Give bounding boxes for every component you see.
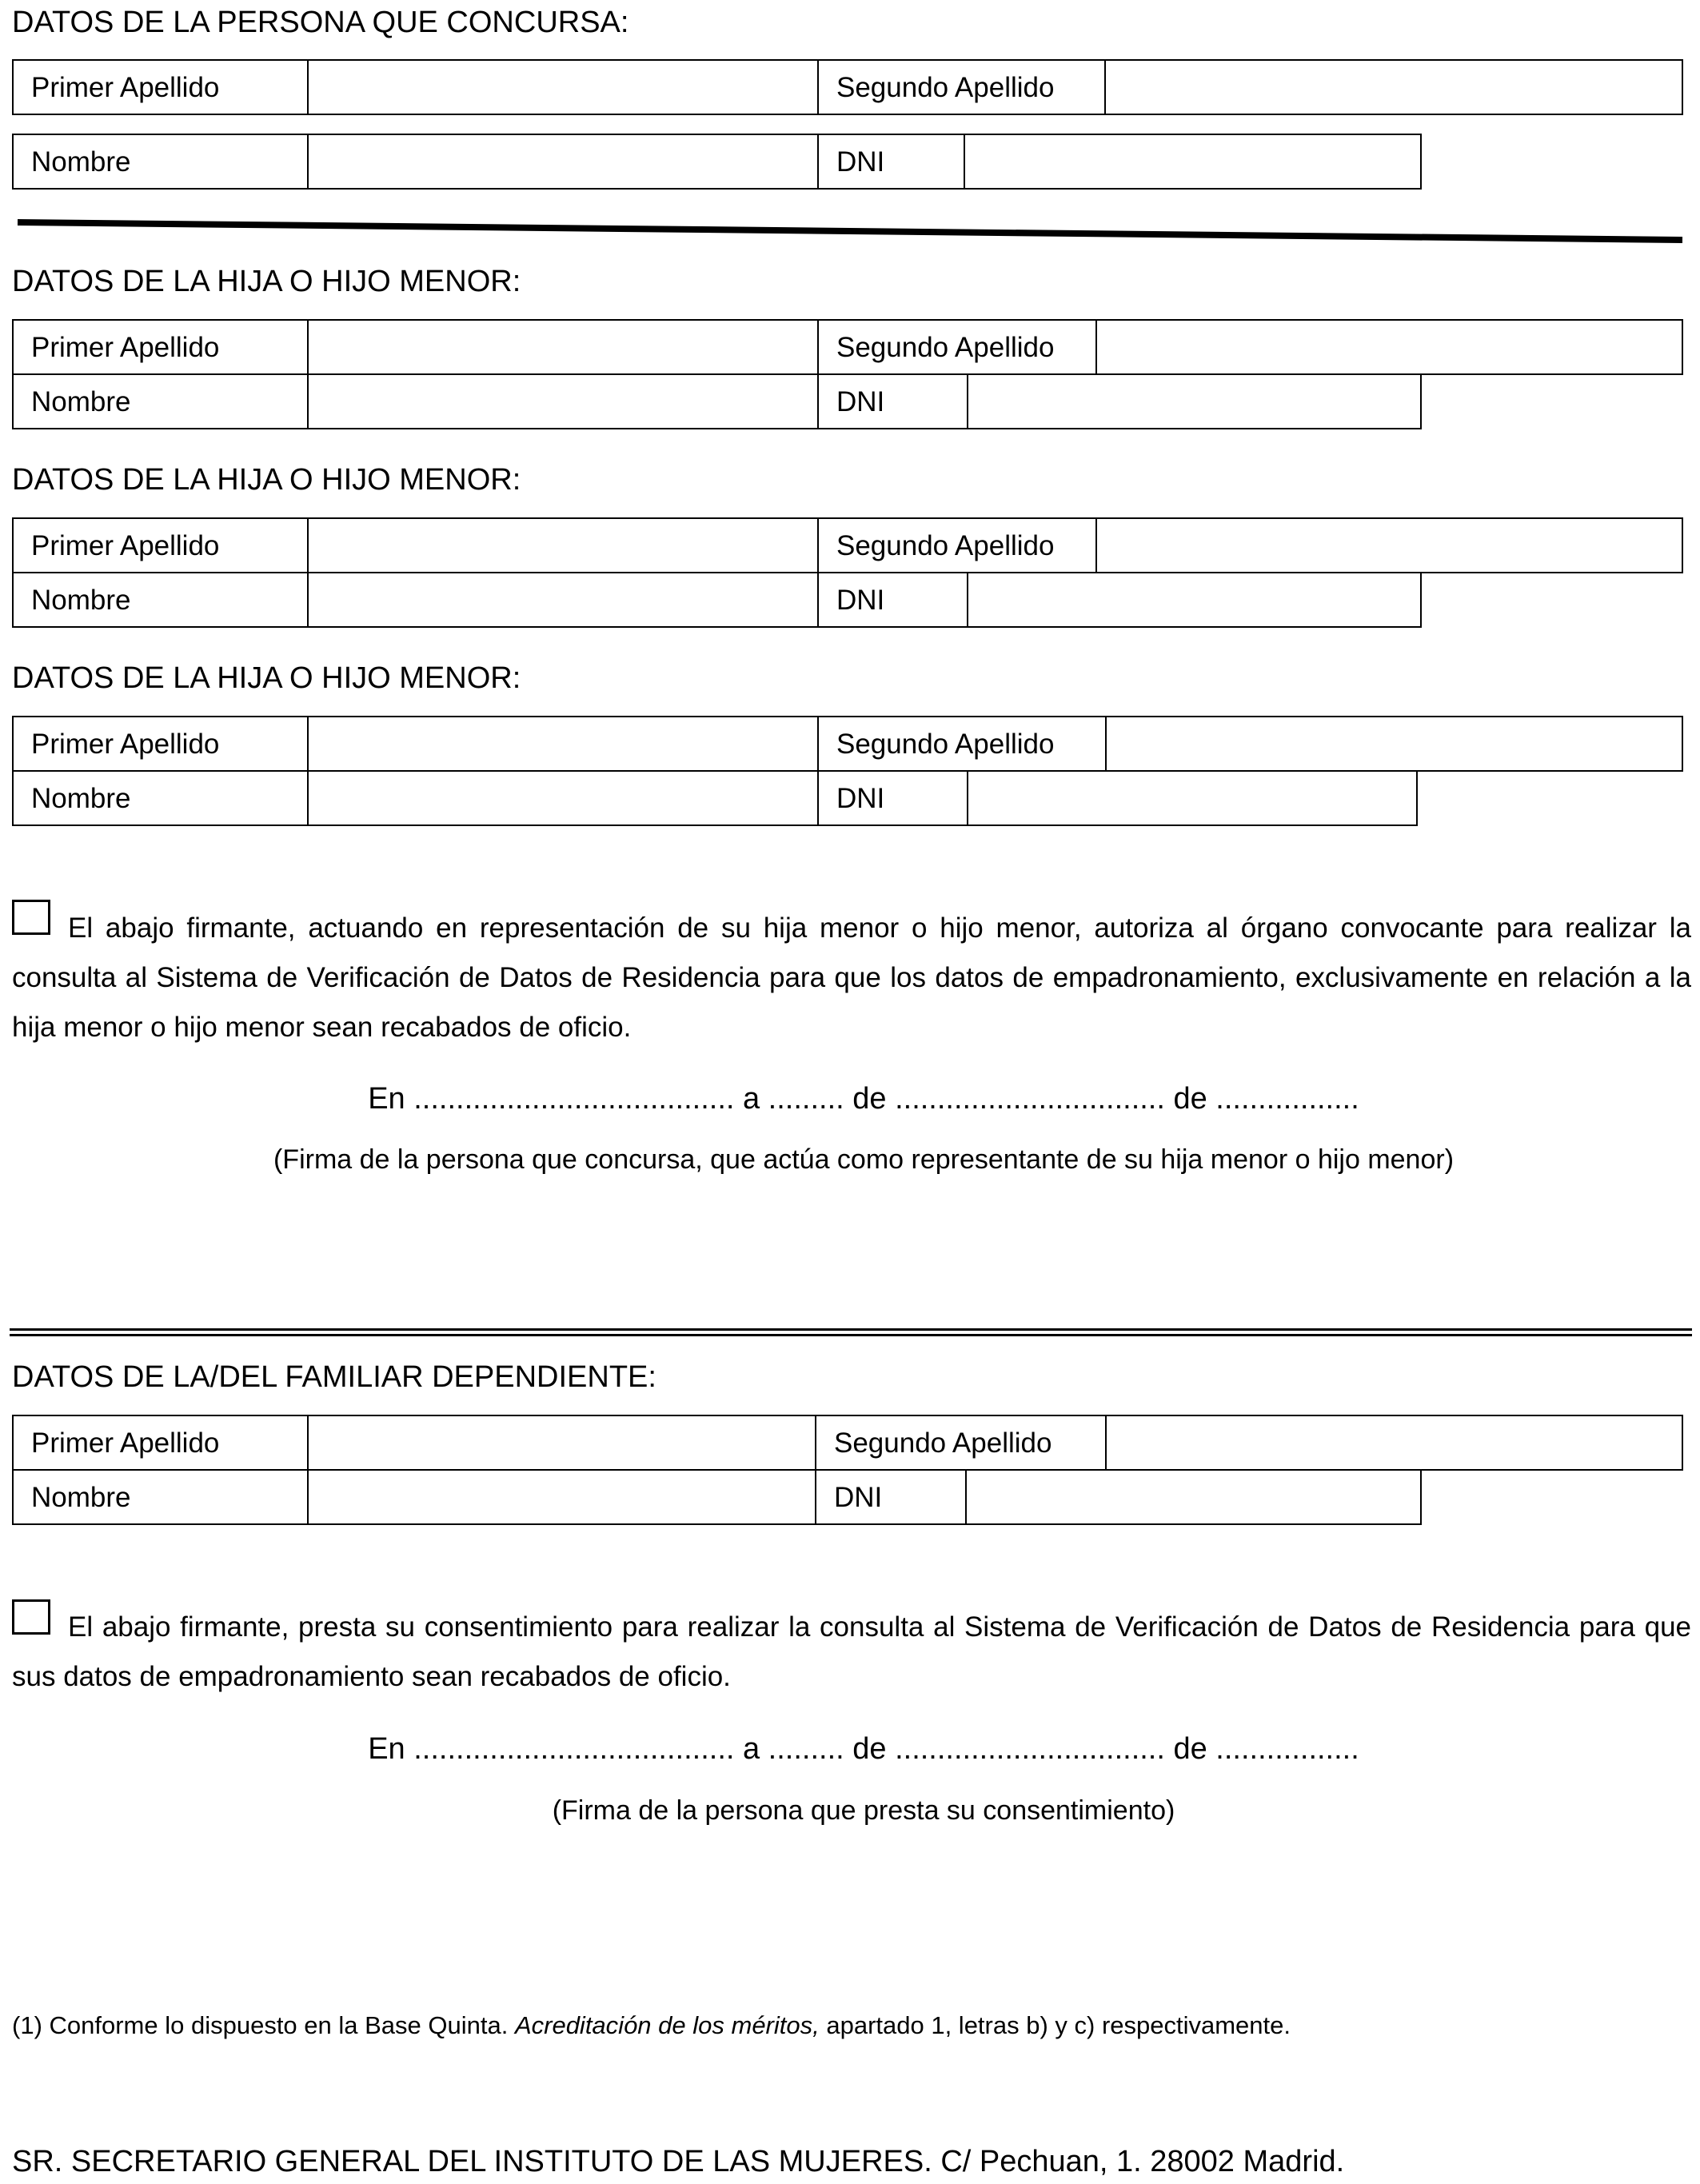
segundo-apellido-field[interactable]	[1105, 1415, 1683, 1471]
signature-caption: (Firma de la persona que presta su consentimiento)	[552, 1795, 1175, 1826]
nombre-field[interactable]	[307, 134, 819, 190]
date-place-line: En ...................................... a ......... de ................................ de .................	[368, 1082, 1359, 1116]
consent-menor-paragraph	[12, 904, 1691, 1052]
label-segundo-apellido: Segundo Apellido	[817, 59, 1106, 115]
label-nombre: Nombre	[12, 1469, 309, 1525]
label-nombre: Nombre	[12, 134, 309, 190]
segundo-apellido-field[interactable]	[1095, 319, 1683, 375]
label-dni: DNI	[815, 1469, 967, 1525]
segundo-apellido-field[interactable]	[1104, 59, 1683, 115]
section-heading-menor-2: DATOS DE LA HIJA O HIJO MENOR:	[12, 463, 521, 497]
nombre-input[interactable]	[309, 375, 817, 428]
footnote-prefix: (1) Conforme lo dispuesto en la Base Quinta.	[12, 2011, 515, 2039]
primer-apellido-input[interactable]	[309, 321, 817, 373]
label-dni: DNI	[817, 572, 968, 628]
label-primer-apellido: Primer Apellido	[12, 1415, 309, 1471]
dni-input[interactable]	[968, 375, 1420, 428]
nombre-field[interactable]	[307, 572, 819, 628]
dni-input[interactable]	[965, 135, 1420, 188]
section-heading-familiar: DATOS DE LA/DEL FAMILIAR DEPENDIENTE:	[12, 1360, 656, 1394]
label-dni: DNI	[817, 134, 965, 190]
footnote-italic: Acreditación de los méritos,	[514, 2011, 820, 2039]
nombre-field[interactable]	[307, 770, 819, 826]
label-primer-apellido: Primer Apellido	[12, 59, 309, 115]
nombre-field[interactable]	[307, 373, 819, 429]
label-primer-apellido: Primer Apellido	[12, 517, 309, 573]
nombre-input[interactable]	[309, 573, 817, 626]
label-nombre: Nombre	[12, 572, 309, 628]
footnote	[12, 2010, 1291, 2041]
dni-field[interactable]	[967, 373, 1422, 429]
segundo-apellido-field[interactable]	[1105, 716, 1683, 772]
label-segundo-apellido: Segundo Apellido	[817, 517, 1097, 573]
label-dni: DNI	[817, 373, 968, 429]
primer-apellido-field[interactable]	[307, 319, 819, 375]
primer-apellido-input[interactable]	[309, 61, 817, 114]
segundo-apellido-input[interactable]	[1107, 1416, 1682, 1469]
segundo-apellido-input[interactable]	[1107, 717, 1682, 770]
label-dni: DNI	[817, 770, 968, 826]
label-segundo-apellido: Segundo Apellido	[817, 319, 1097, 375]
label-nombre: Nombre	[12, 770, 309, 826]
segundo-apellido-input[interactable]	[1097, 519, 1682, 572]
dni-input[interactable]	[968, 772, 1416, 824]
footer-address: SR. SECRETARIO GENERAL DEL INSTITUTO DE LAS MUJERES. C/ Pechuan, 1. 28002 Madrid.	[12, 2145, 1345, 2178]
label-segundo-apellido: Segundo Apellido	[815, 1415, 1107, 1471]
label-nombre: Nombre	[12, 373, 309, 429]
primer-apellido-field[interactable]	[307, 716, 819, 772]
primer-apellido-input[interactable]	[309, 717, 817, 770]
primer-apellido-field[interactable]	[307, 1415, 816, 1471]
segundo-apellido-input[interactable]	[1106, 61, 1682, 114]
nombre-input[interactable]	[309, 1471, 815, 1523]
dni-input[interactable]	[968, 573, 1420, 626]
section-heading-menor-1: DATOS DE LA HIJA O HIJO MENOR:	[12, 265, 521, 298]
label-primer-apellido: Primer Apellido	[12, 716, 309, 772]
dni-field[interactable]	[964, 134, 1422, 190]
signature-caption: (Firma de la persona que concursa, que actúa como representante de su hija menor o hijo menor)	[273, 1144, 1455, 1175]
consent-menor-text: El abajo firmante, actuando en representación de su hija menor o hijo menor, autoriza al órgano convocante para realizar la consulta al Sistema de Verificación de Datos de Residencia para que los datos de empadronamiento, exclusivamente en relación a la hija menor o hijo menor sean recabados de oficio.	[12, 912, 1691, 1043]
nombre-input[interactable]	[309, 772, 817, 824]
section-heading-menor-3: DATOS DE LA HIJA O HIJO MENOR:	[12, 661, 521, 695]
section-separator-double-top	[10, 1328, 1692, 1331]
consent-familiar-text: El abajo firmante, presta su consentimiento para realizar la consulta al Sistema de Verificación de Datos de Residencia para que sus datos de empadronamiento sean recabados de oficio.	[12, 1611, 1691, 1692]
label-primer-apellido: Primer Apellido	[12, 319, 309, 375]
primer-apellido-field[interactable]	[307, 517, 819, 573]
primer-apellido-input[interactable]	[309, 519, 817, 572]
section-separator-thick	[0, 216, 1700, 248]
date-place-line: En ...................................... a ......... de ................................ de .................	[368, 1732, 1359, 1766]
dni-input[interactable]	[967, 1471, 1420, 1523]
primer-apellido-field[interactable]	[307, 59, 819, 115]
dni-field[interactable]	[967, 770, 1418, 826]
nombre-input[interactable]	[309, 135, 817, 188]
section-separator-double-bottom	[10, 1334, 1692, 1336]
nombre-field[interactable]	[307, 1469, 816, 1525]
segundo-apellido-field[interactable]	[1095, 517, 1683, 573]
dni-field[interactable]	[965, 1469, 1422, 1525]
primer-apellido-input[interactable]	[309, 1416, 815, 1469]
dni-field[interactable]	[967, 572, 1422, 628]
label-segundo-apellido: Segundo Apellido	[817, 716, 1107, 772]
footnote-suffix: apartado 1, letras b) y c) respectivamente.	[819, 2011, 1291, 2039]
consent-familiar-paragraph	[12, 1603, 1691, 1702]
segundo-apellido-input[interactable]	[1097, 321, 1682, 373]
section-heading-concursante: DATOS DE LA PERSONA QUE CONCURSA:	[12, 6, 629, 39]
